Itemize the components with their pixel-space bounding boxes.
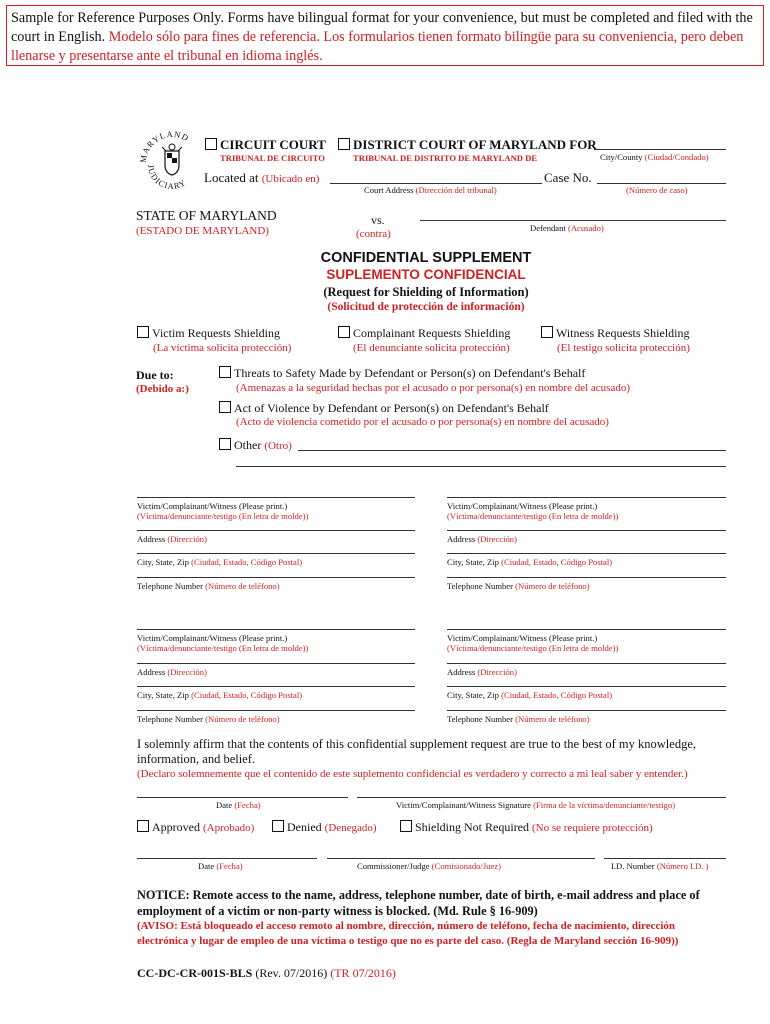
person-name-input[interactable]: [137, 629, 415, 630]
complainant-requests-checkbox[interactable]: [338, 326, 350, 338]
circuit-court-option[interactable]: [205, 137, 326, 153]
circuit-court-checkbox[interactable]: [205, 138, 217, 150]
id-number-input[interactable]: [604, 858, 726, 859]
signature-input[interactable]: [357, 797, 726, 798]
person-telephone-caption: Telephone Number (Número de teléfono): [137, 714, 280, 724]
person-telephone-input[interactable]: [447, 577, 726, 578]
case-no-caption: (Número de caso): [626, 185, 688, 195]
violence-checkbox[interactable]: [219, 401, 231, 413]
person-city-state-zip-input[interactable]: [137, 686, 415, 687]
banner-spanish: Modelo sólo para fines de referencia. Los formularios tienen formato bilingüe para su conveniencia, pero deben llenarse y presentarse ante el tribunal en idioma inglés.: [11, 29, 744, 64]
located-at-label: Located at (Ubicado en): [204, 170, 320, 185]
ruling-date-caption: Date (Fecha): [198, 861, 243, 871]
person-telephone-caption: Telephone Number (Número de teléfono): [137, 581, 280, 591]
other-checkbox[interactable]: [219, 438, 231, 450]
victim-requests-es: (La víctima solicita protección): [153, 342, 292, 354]
seal-text-bottom: JUDICIARY: [145, 164, 188, 192]
violence-option[interactable]: Act of Violence by Defendant or Person(s) on Defendant's Behalf: [219, 401, 549, 416]
person-address-input[interactable]: [447, 530, 726, 531]
reference-banner: [6, 5, 764, 66]
person-name-input[interactable]: [447, 497, 726, 498]
witness-requests-option[interactable]: Witness Requests Shielding: [541, 326, 690, 341]
complainant-requests-option[interactable]: Complainant Requests Shielding: [338, 326, 510, 341]
judge-caption: Commissioner/Judge (Comisionado/Juez): [357, 861, 501, 871]
not-required-option[interactable]: Shielding Not Required (No se requiere protección): [400, 820, 653, 835]
person-telephone-input[interactable]: [137, 710, 415, 711]
id-number-caption: I.D. Number (Número I.D. ): [611, 861, 709, 871]
form-subtitle: (Request for Shielding of Information): [323, 285, 529, 299]
due-to-label-es: (Debido a:): [136, 383, 189, 395]
state-of-maryland: STATE OF MARYLAND: [136, 208, 277, 223]
city-county-caption: City/County (Ciudad/Condado): [600, 152, 709, 162]
affirmation-text-es: (Declaro solemnemente que el contenido de este suplemento confidencial es verdadero y correcto a mi leal saber y entender.): [137, 768, 688, 780]
person-city-state-zip-caption: City, State, Zip (Ciudad, Estado, Código Postal): [447, 557, 613, 567]
victim-requests-checkbox[interactable]: [137, 326, 149, 338]
affirmation-text: I solemnly affirm that the contents of this confidential supplement request are true to the best of my knowledge, information, and belief.: [137, 737, 696, 766]
court-address-caption: Court Address (Dirección del tribunal): [364, 185, 497, 195]
person-address-input[interactable]: [447, 663, 726, 664]
form-id: CC-DC-CR-001S-BLS: [137, 966, 253, 980]
district-court-label-es: TRIBUNAL DE DISTRITO DE MARYLAND DE: [353, 153, 538, 163]
defendant-input[interactable]: [420, 220, 726, 221]
person-telephone-caption: Telephone Number (Número de teléfono): [447, 581, 590, 591]
violence-option-es: (Acto de violencia cometido por el acusado o por persona(s) en nombre del acusado): [236, 416, 609, 428]
svg-text:JUDICIARY: [146, 164, 188, 191]
court-address-input[interactable]: [330, 183, 542, 184]
district-court-checkbox[interactable]: [338, 138, 350, 150]
ruling-date-input[interactable]: [137, 858, 317, 859]
person-name-caption: Victim/Complainant/Witness (Please print.) (Víctima/denunciante/testigo (En letra de molde)): [137, 501, 309, 521]
form-title: CONFIDENTIAL SUPPLEMENT: [320, 250, 532, 266]
threats-option[interactable]: Threats to Safety Made by Defendant or Person(s) on Defendant's Behalf: [219, 366, 585, 381]
district-court-label: DISTRICT COURT OF MARYLAND FOR: [353, 137, 597, 152]
city-county-input[interactable]: [594, 149, 726, 150]
case-number-input[interactable]: [597, 183, 726, 184]
notice-text-es: (AVISO: Está bloqueado el acceso remoto al nombre, dirección, número de teléfono, fecha de nacimiento, dirección electrónica y lugar de empleo de una víctima o testigo que no es parte del caso. (Regla de Maryland sección 16-909)): [137, 920, 679, 947]
person-city-state-zip-input[interactable]: [447, 686, 726, 687]
person-address-caption: Address (Dirección): [447, 534, 517, 544]
person-name-input[interactable]: [447, 629, 726, 630]
person-name-caption: Victim/Complainant/Witness (Please print.) (Víctima/denunciante/testigo (En letra de molde)): [447, 633, 619, 653]
approved-option[interactable]: Approved (Aprobado): [137, 820, 254, 835]
person-name-caption: Victim/Complainant/Witness (Please print.) (Víctima/denunciante/testigo (En letra de molde)): [137, 633, 309, 653]
case-no-label: Case No.: [544, 170, 592, 185]
witness-requests-es: (El testigo solicita protección): [557, 342, 690, 354]
other-reason-input[interactable]: [298, 450, 726, 451]
form-footer: [137, 966, 396, 981]
person-address-input[interactable]: [137, 663, 415, 664]
victim-requests-option[interactable]: Victim Requests Shielding: [137, 326, 280, 341]
affirmation-date-caption: Date (Fecha): [216, 800, 261, 810]
person-city-state-zip-input[interactable]: [137, 553, 415, 554]
judge-input[interactable]: [327, 858, 595, 859]
person-city-state-zip-caption: City, State, Zip (Ciudad, Estado, Código Postal): [137, 557, 303, 567]
form-subtitle-es: (Solicitud de protección de información): [327, 301, 525, 313]
complainant-requests-es: (El denunciante solicita protección): [353, 342, 510, 354]
person-telephone-input[interactable]: [447, 710, 726, 711]
person-address-caption: Address (Dirección): [137, 667, 207, 677]
not-required-checkbox[interactable]: [400, 820, 412, 832]
other-reason-input-2[interactable]: [236, 466, 726, 467]
notice-text: NOTICE: Remote access to the name, address, telephone number, date of birth, e-mail address and place of employment of a victim or non-party witness is blocked. (Md. Rule § 16-909): [137, 888, 700, 918]
denied-checkbox[interactable]: [272, 820, 284, 832]
maryland-judiciary-seal: [138, 127, 206, 195]
banner-english: Sample for Reference Purposes Only. Forms have bilingual format for your convenience, but must be completed and filed with the court in English.: [11, 10, 753, 45]
form-rev: (Rev. 07/2016): [255, 966, 328, 980]
state-of-maryland-es: (ESTADO DE MARYLAND): [136, 225, 269, 237]
person-address-caption: Address (Dirección): [137, 534, 207, 544]
vs-label: vs.: [371, 213, 385, 227]
circuit-court-label-es: TRIBUNAL DE CIRCUITO: [220, 153, 325, 163]
person-telephone-caption: Telephone Number (Número de teléfono): [447, 714, 590, 724]
person-city-state-zip-input[interactable]: [447, 553, 726, 554]
circuit-court-label: CIRCUIT COURT: [220, 137, 326, 152]
person-address-caption: Address (Dirección): [447, 667, 517, 677]
denied-option[interactable]: Denied (Denegado): [272, 820, 377, 835]
person-telephone-input[interactable]: [137, 577, 415, 578]
due-to-label: Due to:: [136, 368, 174, 382]
form-title-es: SUPLEMENTO CONFIDENCIAL: [326, 267, 526, 282]
person-city-state-zip-caption: City, State, Zip (Ciudad, Estado, Código Postal): [137, 690, 303, 700]
person-name-caption: Victim/Complainant/Witness (Please print.) (Víctima/denunciante/testigo (En letra de molde)): [447, 501, 619, 521]
person-city-state-zip-caption: City, State, Zip (Ciudad, Estado, Código Postal): [447, 690, 613, 700]
threats-checkbox[interactable]: [219, 366, 231, 378]
seal-text-top: MARYLAND: [138, 128, 191, 164]
form-tr: (TR 07/2016): [330, 966, 396, 980]
affirmation-date-input[interactable]: [137, 797, 348, 798]
vs-label-es: (contra): [356, 228, 391, 240]
threats-option-es: (Amenazas a la seguridad hechas por el acusado o por persona(s) en nombre del acusado): [236, 382, 631, 394]
signature-caption: Victim/Complainant/Witness Signature (Firma de la víctima/denunciante/testigo): [396, 800, 676, 810]
person-address-input[interactable]: [137, 530, 415, 531]
witness-requests-checkbox[interactable]: [541, 326, 553, 338]
district-court-option[interactable]: [338, 137, 597, 153]
approved-checkbox[interactable]: [137, 820, 149, 832]
person-name-input[interactable]: [137, 497, 415, 498]
other-option[interactable]: Other (Otro): [219, 438, 292, 453]
defendant-caption: Defendant (Acusado): [530, 223, 604, 233]
